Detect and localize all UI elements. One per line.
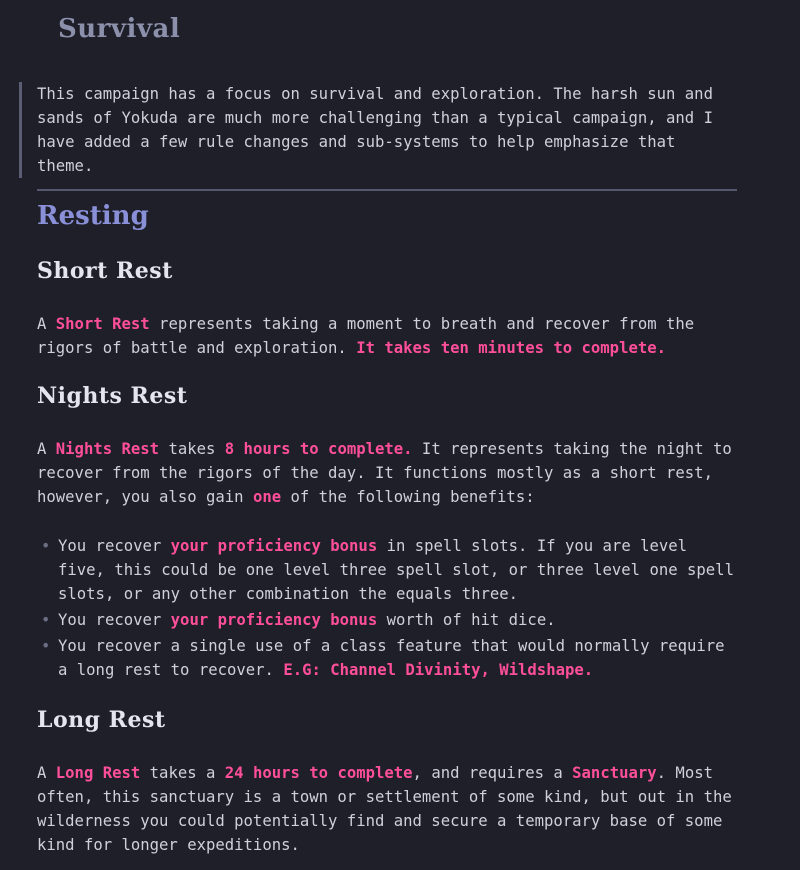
- highlight-term: E.G: Channel Divinity, Wildshape.: [283, 661, 594, 679]
- text-span: takes a: [140, 764, 225, 782]
- text-span: A: [37, 440, 56, 458]
- intro-text: This campaign has a focus on survival and exploration. The harsh sun and sands of Yokuda are much more challenging than a typical campaign, and I have added a few rule changes and sub-systems to help emphasize that theme.: [37, 85, 713, 175]
- list-item: [37, 634, 737, 682]
- text-span: of the following benefits:: [281, 488, 535, 506]
- text-span: A: [37, 315, 56, 333]
- text-span: takes: [159, 440, 225, 458]
- list-item: [37, 608, 737, 632]
- heading-short-rest: Short Rest: [37, 258, 173, 284]
- heading-nights-rest: Nights Rest: [37, 383, 188, 409]
- benefits-list: [37, 534, 737, 684]
- nights-rest-paragraph: [37, 437, 737, 509]
- intro-blockquote: [19, 82, 737, 178]
- text-span: worth of hit dice.: [377, 611, 556, 629]
- bullet-icon: •: [41, 537, 51, 555]
- page-title: Survival: [58, 14, 181, 44]
- text-span: represents taking a moment to breath and recover from the rigors of battle and exploration.: [37, 315, 695, 357]
- text-span: You recover: [58, 537, 171, 555]
- highlight-term: your proficiency bonus: [170, 611, 378, 629]
- highlight-term: Short Rest: [55, 315, 150, 333]
- highlight-term: It takes ten minutes to complete.: [356, 339, 667, 357]
- highlight-term: Nights Rest: [55, 440, 160, 458]
- text-span: , and requires a: [412, 764, 573, 782]
- bullet-icon: •: [41, 611, 51, 629]
- short-rest-paragraph: [37, 312, 737, 360]
- highlight-term: Long Rest: [55, 764, 141, 782]
- text-span: You recover: [58, 611, 171, 629]
- text-span: in spell slots. If you are level five, this could be one level three spell slot, or three level one spell slots, or any other combination the equals three.: [58, 537, 734, 603]
- section-divider: [37, 189, 737, 191]
- highlight-term: 24 hours to complete: [224, 764, 413, 782]
- text-span: It represents taking the night to recover from the rigors of the day. It functions mostly as a short rest, however, you also gain: [37, 440, 732, 506]
- long-rest-paragraph: [37, 761, 737, 857]
- highlight-term: your proficiency bonus: [170, 537, 378, 555]
- highlight-term: 8 hours to complete.: [224, 440, 413, 458]
- bullet-icon: •: [41, 637, 51, 655]
- text-span: A: [37, 764, 56, 782]
- list-item: [37, 534, 737, 606]
- highlight-term: Sanctuary: [572, 764, 657, 782]
- highlight-term: one: [252, 488, 282, 506]
- section-heading-resting: Resting: [37, 201, 149, 231]
- heading-long-rest: Long Rest: [37, 707, 166, 733]
- text-span: . Most often, this sanctuary is a town or settlement of some kind, but out in the wilderness you could potentially find and secure a temporary base of some kind for longer expeditions.: [37, 764, 732, 854]
- text-span: You recover a single use of a class feature that would normally require a long rest to recover.: [58, 637, 725, 679]
